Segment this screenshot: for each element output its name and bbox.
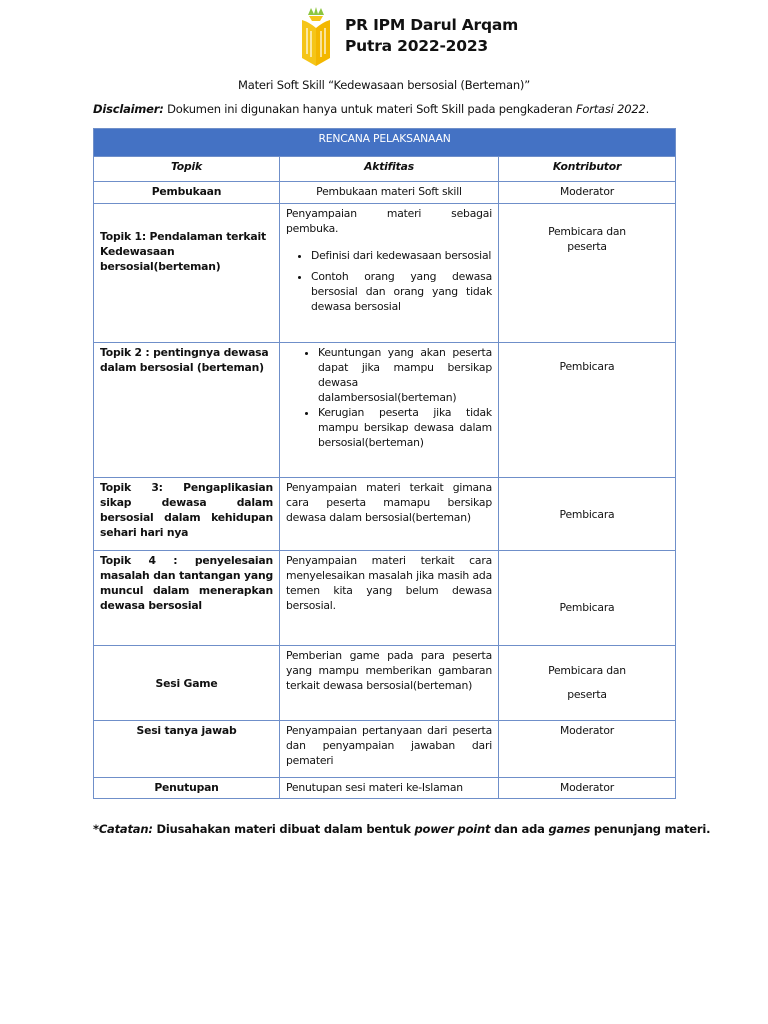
contributor-line-2: peserta [567,688,607,701]
list-item: • Kerugian peserta jika tidak mampu bersikap dewasa dalam bersosial(berteman) [318,405,492,450]
organization-name [345,15,518,57]
table-row [94,204,676,343]
disclaimer-label: Disclaimer: [93,102,164,116]
cell-aktifitas: Penyampaian materi terkait cara menyelesaikan masalah jika masih ada temen kita yang belum dewasa bersosial. [280,551,499,646]
cell-kontributor: Pembicara [499,551,676,646]
cell-kontributor [499,646,676,721]
footnote-emphasis-2: games [548,822,591,836]
cell-topik: Sesi Game [94,646,280,721]
contributor-line-1: Pembicara dan [548,225,626,238]
column-header-kontributor: Kontributor [499,157,676,182]
cell-aktifitas: Pemberian game pada para peserta yang mampu memberikan gambaran terkait dewasa bersosial(berteman) [280,646,499,721]
table-row [94,778,676,799]
cell-aktifitas [280,204,499,343]
cell-kontributor: Pembicara [499,343,676,478]
list-item: • Keuntungan yang akan peserta dapat jika mampu bersikap dewasa dalambersosial(berteman) [318,345,492,405]
cell-topik: Topik 2 : pentingnya dewasa dalam bersosial (berteman) [94,343,280,478]
table-row [94,646,676,721]
contributor-line-1: Pembicara dan [548,664,626,677]
cell-topik: Pembukaan [94,182,280,204]
cell-topik: Penutupan [94,778,280,799]
table-row [94,478,676,551]
table-row [94,551,676,646]
disclaimer-event: Fortasi 2022 [575,102,646,116]
column-header-aktifitas: Aktifitas [280,157,499,182]
table-row [94,721,676,778]
table-banner: RENCANA PELAKSANAAN [94,129,676,157]
cell-topik: Topik 3: Pengaplikasian sikap dewasa dalam bersosial dalam kehidupan sehari hari nya [94,478,280,551]
footnote-text-2: dan ada [494,822,545,836]
footnote [93,822,710,836]
table-row [94,182,676,204]
cell-kontributor: Pembicara [499,478,676,551]
cell-topik: Topik 4 : penyelesaian masalah dan tantangan yang muncul dalam menerapkan dewasa bersosial [94,551,280,646]
cell-aktifitas [280,343,499,478]
cell-aktifitas: Penyampaian materi terkait gimana cara peserta mamapu bersikap dewasa dalam bersosial(berteman) [280,478,499,551]
ipm-logo-icon [298,6,334,66]
footnote-text-1: Diusahakan materi dibuat dalam bentuk [156,822,411,836]
cell-kontributor: Moderator [499,778,676,799]
list-item: • Definisi dari kedewasaan bersosial [311,248,492,263]
table-header-row [94,157,676,182]
cell-topik: Topik 1: Pendalaman terkait Kedewasaan bersosial(berteman) [94,204,280,343]
org-line-1: PR IPM Darul Arqam [345,16,519,34]
cell-aktifitas: Pembukaan materi Soft skill [280,182,499,204]
cell-aktifitas: Penutupan sesi materi ke-Islaman [280,778,499,799]
plan-table [93,128,676,799]
footnote-emphasis-1: power point [414,822,491,836]
activity-bullet-list [286,248,492,314]
cell-kontributor: Moderator [499,182,676,204]
list-item: • Contoh orang yang dewasa bersosial dan orang yang tidak dewasa bersosial [311,269,492,314]
cell-topik: Sesi tanya jawab [94,721,280,778]
footnote-label: *Catatan: [93,822,153,836]
disclaimer-end: . [645,102,650,116]
contributor-line-2: peserta [567,240,607,253]
column-header-topik: Topik [94,157,280,182]
activity-bullet-list [286,345,492,450]
cell-kontributor: Moderator [499,721,676,778]
footnote-text-3: penunjang materi. [593,822,711,836]
document-title: Materi Soft Skill “Kedewasaan bersosial (Berteman)” [238,78,530,92]
document-header [298,6,538,68]
cell-kontributor [499,204,676,343]
cell-aktifitas: Penyampaian pertanyaan dari peserta dan penyampaian jawaban dari pemateri [280,721,499,778]
table-row [94,343,676,478]
org-line-2: Putra 2022-2023 [345,37,489,55]
activity-intro: Penyampaian materi sebagai pembuka. [286,207,492,235]
table-banner-row [94,129,676,157]
disclaimer [93,102,649,116]
disclaimer-text: Dokumen ini digunakan hanya untuk materi Soft Skill pada pengkaderan [167,102,573,116]
